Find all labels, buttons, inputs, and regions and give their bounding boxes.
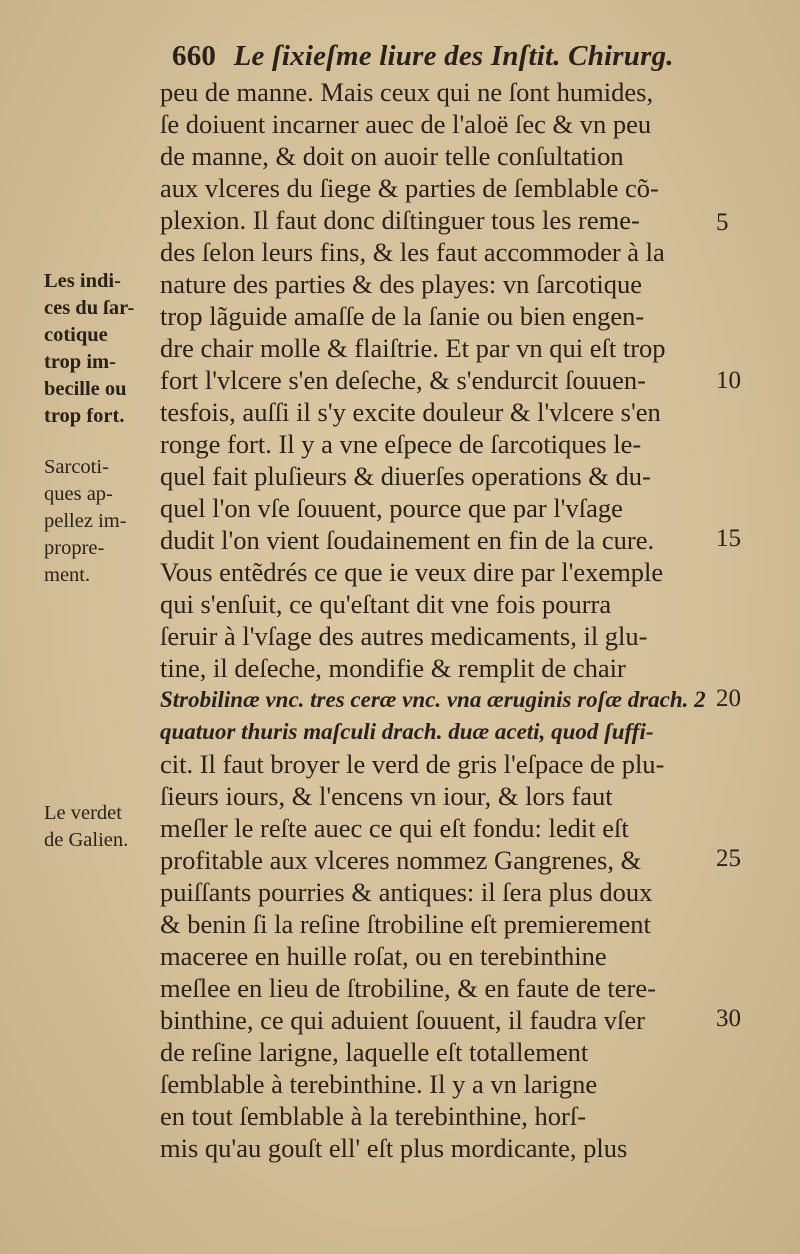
text-line-italic: quatuor thuris maſculi drach. duæ aceti, quod ſuffi-: [160, 719, 654, 744]
text-line: quel l'on vſe ſouuent, pource que par l'vſage: [160, 493, 623, 523]
margin-note: [44, 800, 162, 854]
text-line: dre chair molle & flaiſtrie. Et par vn qui eſt trop: [160, 333, 666, 363]
margin-note-line: de Galien.: [44, 829, 129, 851]
page-header: [172, 40, 732, 76]
text-line: nature des parties & des playes: vn ſarcotique: [160, 269, 642, 299]
margin-note-line: cotique: [44, 324, 108, 346]
text-line: mis qu'au gouſt ell' eſt plus mordicante, plus: [160, 1133, 628, 1163]
text-line: en tout ſemblable à la terebinthine, horſ-: [160, 1101, 587, 1131]
text-line: cit. Il faut broyer le verd de gris l'eſpace de plu-: [160, 749, 665, 779]
margin-note-line: ques ap-: [44, 483, 113, 505]
margin-note: [44, 268, 162, 430]
text-line: peu de manne. Mais ceux qui ne ſont humides,: [160, 77, 654, 107]
text-line: tesfois, auſſi il s'y excite douleur & l'vlcere s'en: [160, 397, 661, 427]
text-line: profitable aux vlceres nommez Gangrenes, &: [160, 845, 642, 875]
text-line: meſler le reſte auec ce qui eſt fondu: ledit eſt: [160, 813, 629, 843]
margin-note-line: Sarcoti-: [44, 456, 109, 478]
margin-note-line: ment.: [44, 564, 91, 586]
text-line: aux vlceres du ſiege & parties de ſemblable cõ-: [160, 173, 659, 203]
margin-note: [44, 454, 162, 589]
text-line: tine, il deſeche, mondifie & remplit de chair: [160, 653, 626, 683]
margin-note-line: becille ou: [44, 378, 127, 400]
text-line: ſieurs iours, & l'encens vn iour, & lors faut: [160, 781, 613, 811]
line-number: 10: [716, 367, 741, 394]
text-line: ſemblable à terebinthine. Il y a vn larigne: [160, 1069, 598, 1099]
text-line: ronge fort. Il y a vne eſpece de ſarcotiques le-: [160, 429, 642, 459]
margin-note-line: pellez im-: [44, 510, 127, 532]
text-line: maceree en huille roſat, ou en terebinthine: [160, 941, 607, 971]
text-line: de manne, & doit on auoir telle conſultation: [160, 141, 624, 171]
text-line: ſeruir à l'vſage des autres medicaments, il glu-: [160, 621, 648, 651]
text-line: dudit l'on vient ſoudainement en fin de la cure.: [160, 525, 655, 555]
page-number: 660: [172, 40, 217, 72]
line-number: 30: [716, 1005, 741, 1032]
text-line: qui s'enſuit, ce qu'eſtant dit vne fois pourra: [160, 589, 612, 619]
text-line: trop lãguide amaſſe de la ſanie ou bien engen-: [160, 301, 645, 331]
line-number: 5: [716, 209, 729, 236]
margin-note-line: Le verdet: [44, 802, 122, 824]
line-number: 20: [716, 685, 741, 712]
margin-note-line: ces du ſar-: [44, 297, 135, 319]
text-line: Vous entẽdrés ce que ie veux dire par l'exemple: [160, 557, 664, 587]
margin-note-line: propre-: [44, 537, 105, 559]
margin-note-line: trop fort.: [44, 405, 125, 427]
line-number: 25: [716, 845, 741, 872]
text-line: fort l'vlcere s'en deſeche, & s'endurcit ſouuen-: [160, 365, 646, 395]
line-number: 15: [716, 525, 741, 552]
text-line: plexion. Il faut donc diſtinguer tous les reme-: [160, 205, 640, 235]
text-line: des ſelon leurs fins, & les faut accommoder à la: [160, 237, 665, 267]
text-line-italic: Strobilinæ vnc. tres ceræ vnc. vna æruginis roſæ drach. 2: [160, 687, 706, 712]
text-line: de reſine larigne, laquelle eſt totallement: [160, 1037, 589, 1067]
text-line: meſlee en lieu de ſtrobiline, & en faute de tere-: [160, 973, 656, 1003]
text-line: puiſſants pourries & antiques: il ſera plus doux: [160, 877, 653, 907]
text-line: quel fait pluſieurs & diuerſes operations & du-: [160, 461, 651, 491]
margin-note-line: Les indi-: [44, 270, 121, 292]
margin-note-line: trop im-: [44, 351, 116, 373]
text-line: & benin ſi la reſine ſtrobiline eſt premierement: [160, 909, 651, 939]
text-line: ſe doiuent incarner auec de l'aloë ſec & vn peu: [160, 109, 652, 139]
text-line: binthine, ce qui aduient ſouuent, il faudra vſer: [160, 1005, 645, 1035]
running-title: Le ſixieſme liure des Inſtit. Chirurg.: [233, 40, 674, 72]
